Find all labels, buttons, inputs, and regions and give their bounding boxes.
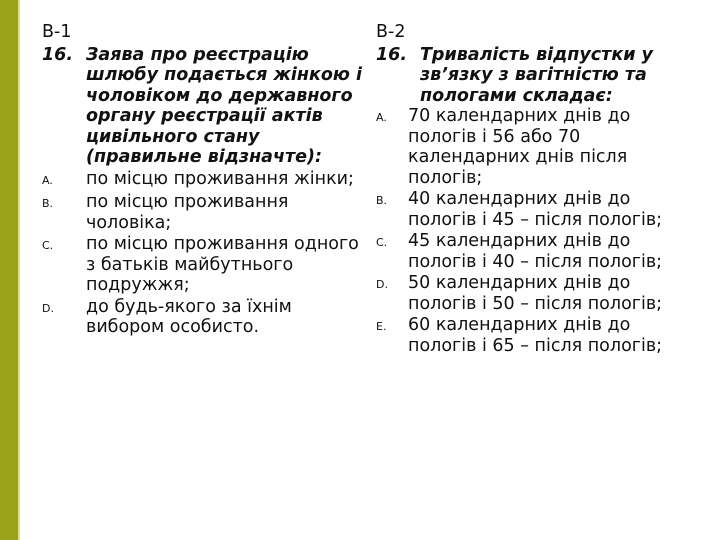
accent-line [18,0,20,540]
option-text: 50 календарних днів до пологів і 50 – після пологів; [408,273,663,314]
option-b-left [42,192,362,233]
option-letter: A. [376,111,387,124]
option-text: 70 календарних днів до пологів і 56 або 70 календарних днів після пологів; [408,106,631,188]
option-d-right [376,273,696,314]
accent-bar [0,0,18,540]
option-a-left [42,169,362,192]
option-e-right [376,315,696,356]
option-a-right [376,106,696,188]
question-right [376,45,696,107]
variant-label-right: В-2 [376,22,406,42]
option-text: по місцю проживання чоловіка; [86,192,289,233]
option-letter: C. [42,239,54,252]
question-number-left: 16. [42,44,74,65]
right-column [376,22,696,356]
option-letter: D. [376,278,388,291]
option-text: до будь-якого за їхнім вибором особисто. [86,296,292,337]
option-letter: E. [376,320,387,333]
option-text: по місцю проживання жінки; [86,168,354,189]
option-c-right [376,231,696,272]
option-d-left [42,297,362,338]
option-b-right [376,189,696,230]
option-letter: A. [42,173,53,187]
question-text-left: Заява про реєстрацію шлюбу подається жінкою і чоловіком до державного органу реєстрації актів цивільного стану (правильне відзначте): [86,44,362,167]
option-text: 40 календарних днів до пологів і 45 – після пологів; [408,189,663,230]
option-c-left [42,234,362,296]
option-letter: B. [376,194,388,207]
question-text-right: Тривалість відпустки у зв’язку з вагітністю та пологами складає: [420,44,653,106]
option-text: по місцю проживання одного з батьків майбутнього подружжя; [86,234,359,295]
option-letter: D. [42,301,54,315]
left-column [42,22,362,338]
option-letter: B. [42,197,54,210]
option-text: 60 календарних днів до пологів і 65 – після пологів; [408,315,663,356]
question-left [42,45,362,168]
question-number-right: 16. [376,44,408,65]
variant-label-left: В-1 [42,22,72,42]
option-letter: C. [376,236,388,249]
option-text: 45 календарних днів до пологів і 40 – після пологів; [408,231,663,272]
